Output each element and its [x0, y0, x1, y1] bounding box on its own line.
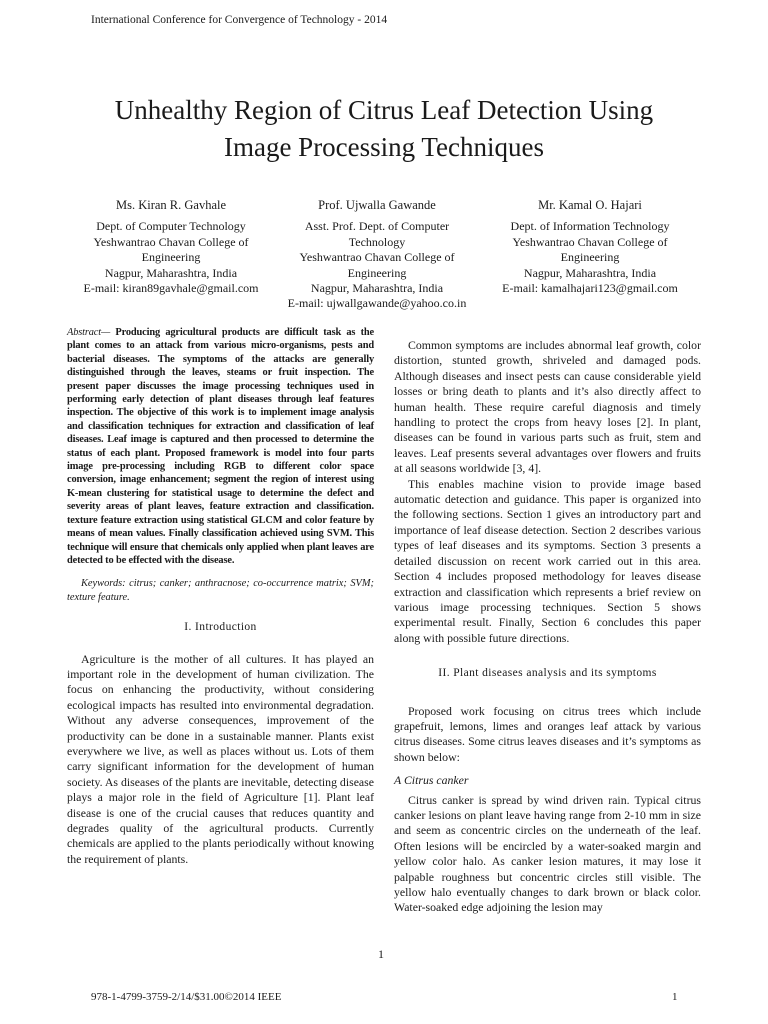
organization-paragraph: This enables machine vision to provide image based automatic detection and guidance. This paper is organized into the following sections. Section 1 gives an introductory part and importance of leaf disease detection. Section 2 describes various types of leaf diseases and its symptoms. Section 3 presents a detailed discussion on recent work carried out in this area. Section 4 includes proposed methodology for leaves disease extraction and classification which represents a brief review on various image processing techniques. Section 5 shows experimental result. Finally, Section 6 concludes this paper along with possible future directions.	[394, 476, 701, 645]
author-affiliation-line: Yeshwantrao Chavan College of	[299, 250, 455, 265]
author-name: Ms. Kiran R. Gavhale	[115, 198, 227, 212]
title-line-2: Image Processing Techniques	[223, 132, 545, 162]
conference-header: International Conference for Convergence of Technology - 2014	[91, 14, 388, 26]
abstract-text: Producing agricultural products are difficult task as the plant comes to an attack from various micro-organisms, pests and bacterial diseases. The symptoms of the attacks are generally distinguished through the leaves, steams or fruit inspection. The present paper discusses the image processing techniques used in performing early detection of plant diseases through leaf features inspection. The objective of this work is to implement image analysis and classification techniques for extraction and classification of leaf diseases. Leaf image is captured and then processed to determine the status of each plant. Proposed framework is model into four parts image pre-processing including RGB to different color space conversion, image enhancement; segment the region of interest using K-mean clustering for statistical usage to determine the defect and severity areas of plant leaves, feature extraction and classification. texture feature extraction using statistical GLCM and color feature by means of mean values. Finally classification achieved using SVM. This technique will ensure that chemicals only applied when plant leaves are detected to be effected with the disease.	[67, 327, 374, 566]
abstract-lead: Abstract—	[67, 327, 111, 338]
author-name: Mr. Kamal O. Hajari	[538, 198, 642, 212]
author-affiliation-line: Engineering	[560, 250, 620, 265]
section-heading-plant-diseases: II. Plant diseases analysis and its symptoms	[438, 667, 657, 680]
author-affiliation-line: Dept. of Computer Technology	[96, 219, 246, 234]
author-block-1	[56, 198, 286, 296]
author-affiliation-line: Technology	[348, 234, 406, 249]
right-column	[394, 338, 701, 916]
title-line-1: Unhealthy Region of Citrus Leaf Detection Using	[114, 95, 654, 125]
author-affiliation-line: Dept. of Information Technology	[510, 219, 670, 234]
author-email: E-mail: ujwallgawande@yahoo.co.in	[287, 296, 467, 311]
left-column	[67, 326, 374, 867]
abstract	[67, 326, 374, 567]
citrus-paragraph: Proposed work focusing on citrus trees which include grapefruit, lemons, limes and oranges leaf attack by various citrus diseases. Some citrus leaves diseases and it’s symptoms as shown below:	[394, 703, 701, 764]
author-affiliation-line: Engineering	[347, 265, 407, 280]
keywords: Keywords: citrus; canker; anthracnose; co-occurrence matrix; SVM; texture feature.	[67, 578, 374, 603]
author-email: E-mail: kiran89gavhale@gmail.com	[83, 281, 259, 296]
canker-paragraph: Citrus canker is spread by wind driven rain. Typical citrus canker lesions on plant leave having range from 2-10 mm in size and seem as concentric circles on the underneath of the leaf. Often lesions will be encircled by a water-soaked margin and yellow color halo. As canker lesion matures, it may lose it palpable roughness but concentric circles still visible. The yellow halo eventually changes to dark brown or black color. Water-soaked edge adjoining the lesion may	[394, 792, 701, 915]
footer-page-number: 1	[672, 991, 678, 1003]
page-number: 1	[378, 947, 384, 961]
introduction-paragraph: Agriculture is the mother of all cultures. It has played an important role in the development of human civilization. The focus on enhancing the productivity, without considering ecological impacts has resulted into environmental degradation. Without any adverse consequences, improvement of the productivity can be done in a sustainable manner. Plants exist everywhere we live, as well as places without us. Lots of them carry significant information for the development of human society. As diseases of the plants are inevitable, detecting disease plays a major role in the field of Agriculture [1]. Plant leaf disease is one of the crucial causes that reduces quantity and degrades quality of the agricultural products. Currently chemicals are applied to the plants periodically without knowing the requirement of plants.	[67, 651, 374, 866]
paper-title	[40, 92, 728, 166]
author-affiliation-line: Nagpur, Maharashtra, India	[104, 265, 238, 280]
author-affiliation-line: Yeshwantrao Chavan College of	[512, 234, 668, 249]
author-affiliation-line: Engineering	[141, 250, 201, 265]
author-email: E-mail: kamalhajari123@gmail.com	[502, 281, 678, 296]
symptoms-paragraph: Common symptoms are includes abnormal leaf growth, color distortion, stunted growth, shriveled and damaged pods. Although diseases and insect pests can cause considerable yield losses or bring death to plants and it’s also directly affect to human health. These require careful diagnosis and timely handling to protect the crops from heavy loses [2]. In plant, diseases can be found in various parts such as fruit, stem and leaves. Leaf presents several advantages over flowers and fruits at all seasons worldwide [3, 4].	[394, 338, 701, 476]
author-block-3	[470, 198, 710, 296]
author-block-2	[262, 198, 492, 312]
author-affiliation-line: Asst. Prof. Dept. of Computer	[304, 219, 450, 234]
subsection-heading-citrus-canker: A Citrus canker	[394, 773, 469, 788]
author-affiliation-line: Nagpur, Maharashtra, India	[523, 265, 657, 280]
author-affiliation-line: Nagpur, Maharashtra, India	[310, 281, 444, 296]
section-heading-introduction: I. Introduction	[184, 621, 257, 634]
author-name: Prof. Ujwalla Gawande	[318, 198, 436, 212]
footer-isbn: 978-1-4799-3759-2/14/$31.00©2014 IEEE	[91, 991, 282, 1003]
author-affiliation-line: Yeshwantrao Chavan College of	[93, 234, 249, 249]
